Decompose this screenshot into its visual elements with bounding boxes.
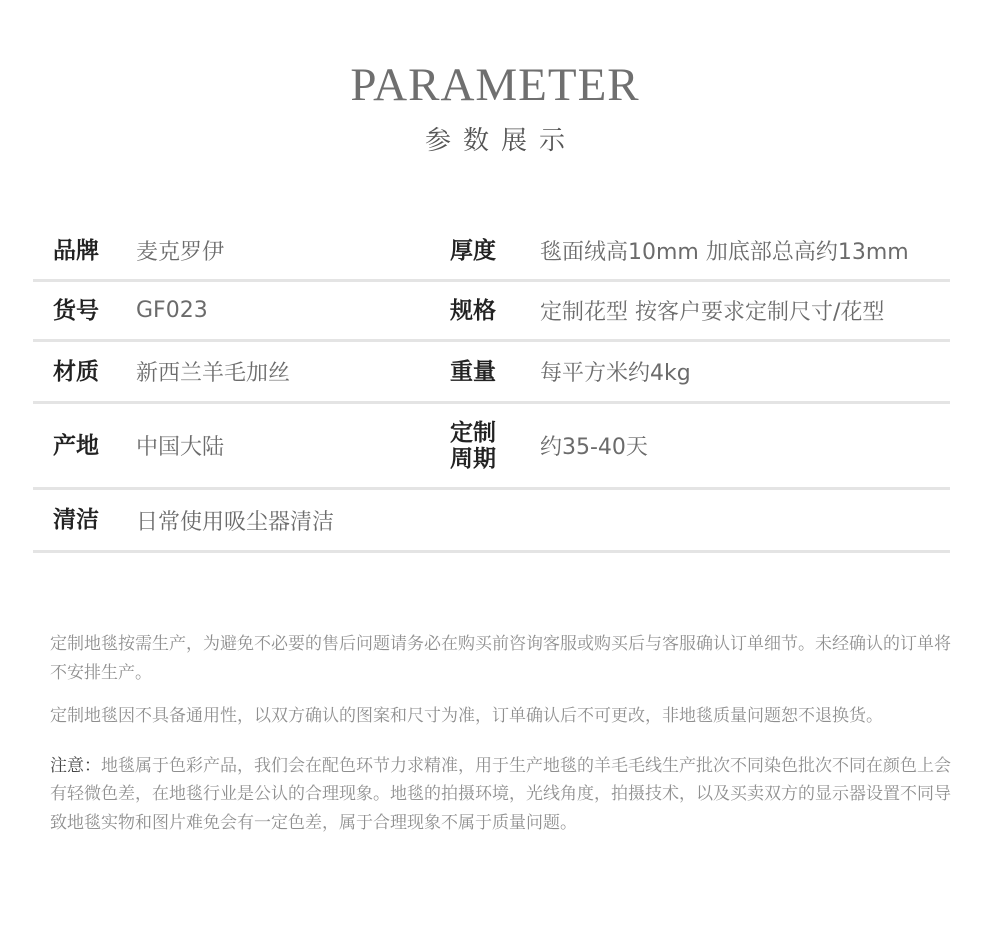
table-row	[33, 222, 950, 282]
item-no-value: GF023	[136, 298, 208, 323]
brand-label: 品牌	[53, 237, 99, 264]
note-paragraph-1: 定制地毯按需生产，为避免不必要的售后问题请务必在购买前咨询客服或购买后与客服确认订单细节。未经确认的订单将不安排生产。	[50, 634, 951, 683]
table-row	[33, 342, 950, 404]
weight-value: 每平方米约4kg	[540, 361, 691, 386]
cycle-value: 约35-40天	[540, 435, 648, 460]
parameter-table	[33, 222, 950, 553]
cycle-label-line1: 定制	[450, 419, 496, 446]
origin-label: 产地	[53, 432, 99, 459]
note-prefix: 注意：	[50, 755, 101, 776]
table-row	[33, 282, 950, 342]
cleaning-label: 清洁	[53, 507, 99, 533]
thickness-value: 毯面绒高10mm 加底部总高约13mm	[540, 240, 909, 265]
title-chinese: 参数展示	[424, 126, 577, 156]
spec-value: 定制花型 按客户要求定制尺寸/花型	[540, 300, 885, 325]
cleaning-value: 日常使用吸尘器清洁	[136, 509, 335, 535]
table-row	[33, 404, 950, 490]
thickness-label: 厚度	[450, 237, 496, 264]
brand-value: 麦克罗伊	[136, 240, 225, 265]
note-paragraph-2: 定制地毯因不具备通用性，以双方确认的图案和尺寸为准，订单确认后不可更改，非地毯质量问题恕不退换货。	[50, 706, 883, 726]
notes-section	[50, 630, 955, 837]
origin-value: 中国大陆	[136, 435, 225, 460]
table-row	[33, 490, 950, 553]
title-english: PARAMETER	[350, 59, 640, 111]
material-value: 新西兰羊毛加丝	[136, 361, 291, 386]
cycle-label-line2: 周期	[450, 445, 496, 472]
note-paragraph-3	[50, 752, 955, 838]
item-no-label: 货号	[53, 297, 99, 324]
note-paragraph-3-text: 地毯属于色彩产品，我们会在配色环节力求精准，用于生产地毯的羊毛毛线生产批次不同染色批次不同在颜色上会有轻微色差，在地毯行业是公认的合理现象。地毯的拍摄环境，光线角度，拍摄技术，以及买卖双方的显示器设置不同导致地毯实物和图片难免会有一定色差，属于合理现象不属于质量问题。	[50, 755, 951, 833]
spec-label: 规格	[450, 297, 496, 324]
material-label: 材质	[53, 358, 99, 385]
cycle-label	[450, 404, 496, 487]
weight-label: 重量	[450, 358, 496, 385]
